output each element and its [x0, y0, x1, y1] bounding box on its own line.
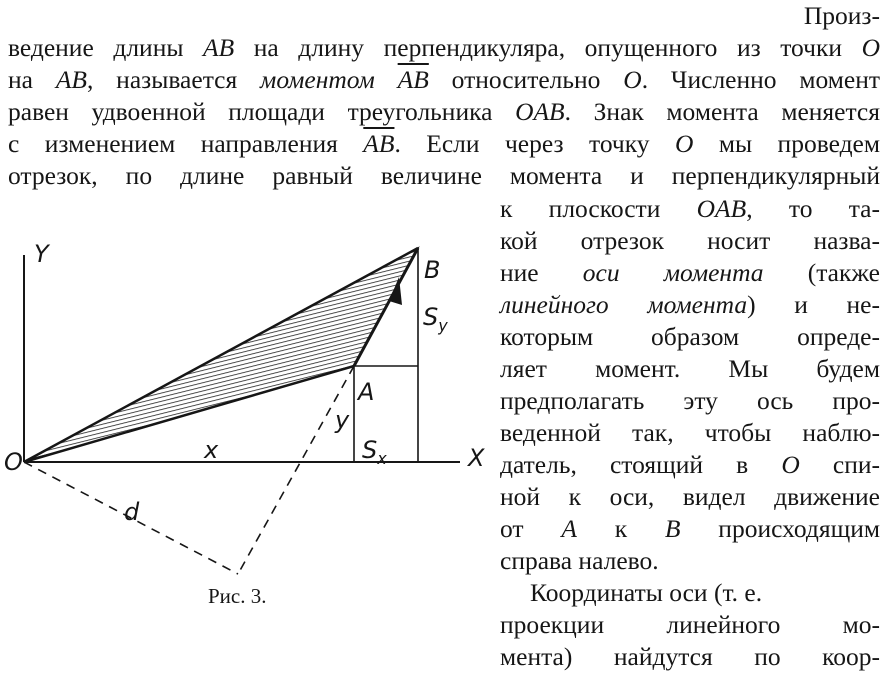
figure-caption: Рис. 3.: [208, 584, 267, 608]
text-line-2: ведение длины AB на длину перпендикуляра, опущенного из точки O: [8, 33, 881, 62]
text-line-8: кой отрезок носит назва-: [500, 226, 880, 255]
figure-moment-diagram: [0, 180, 500, 600]
text-line-6: отрезок, по длине равный величине момента и перпендикулярный: [8, 161, 880, 190]
text-line-18: справа налево.: [500, 546, 659, 575]
term-moment-axis: оси момента: [582, 258, 764, 287]
label-d: d: [124, 498, 140, 526]
label-Y: Y: [34, 240, 49, 268]
label-Sx: $S_x$: [362, 436, 387, 468]
vector-AB: $\overline{AB}$: [397, 65, 429, 94]
text-line-4: равен удвоенной площади треугольника OAB. Знак момента меняется: [8, 97, 880, 126]
term-linear-moment: линейного момента: [500, 290, 748, 319]
text-line-5: с изменением направления $\overline{AB}$. Если через точку O мы проведем: [8, 129, 880, 158]
label-O: O: [4, 448, 23, 476]
label-X: X: [468, 444, 485, 472]
text-line-9: ние оси момента (также: [500, 258, 880, 287]
text-line-7: к плоскости OAB, то та-: [500, 194, 880, 223]
text-line-13: предполагать эту ось про-: [500, 386, 880, 415]
text-line-14: веденной так, чтобы наблю-: [500, 418, 880, 447]
term-moment: моментом: [260, 65, 375, 94]
label-y: y: [335, 406, 350, 434]
label-B: B: [424, 256, 441, 284]
text-line-20: проекции линейного мо-: [500, 610, 880, 639]
text-line-3: на AB, называется моментом $\overline{AB}$ относительно O. Численно момент: [8, 65, 881, 94]
text-line-19: Координаты оси (т. е.: [530, 578, 763, 607]
label-Sy: $S_y$: [423, 303, 448, 335]
text-line-1: Произ-: [803, 1, 880, 30]
text-line-10: линейного момента) и не-: [500, 290, 880, 319]
text-line-11: которым образом опреде-: [500, 322, 880, 351]
text-line-12: ляет момент. Мы будем: [500, 354, 880, 383]
line-AB-extension: [238, 366, 354, 574]
label-x: x: [204, 436, 219, 464]
label-A: A: [358, 378, 375, 406]
text-line-17: от A к B происходящим: [500, 514, 880, 543]
text-line-15: датель, стоящий в O спи-: [500, 450, 880, 479]
vector-AB: $\overline{AB}$: [363, 129, 395, 158]
text-line-16: ной к оси, видел движение: [500, 482, 880, 511]
text-line-21: мента) найдутся по коор-: [500, 642, 880, 671]
